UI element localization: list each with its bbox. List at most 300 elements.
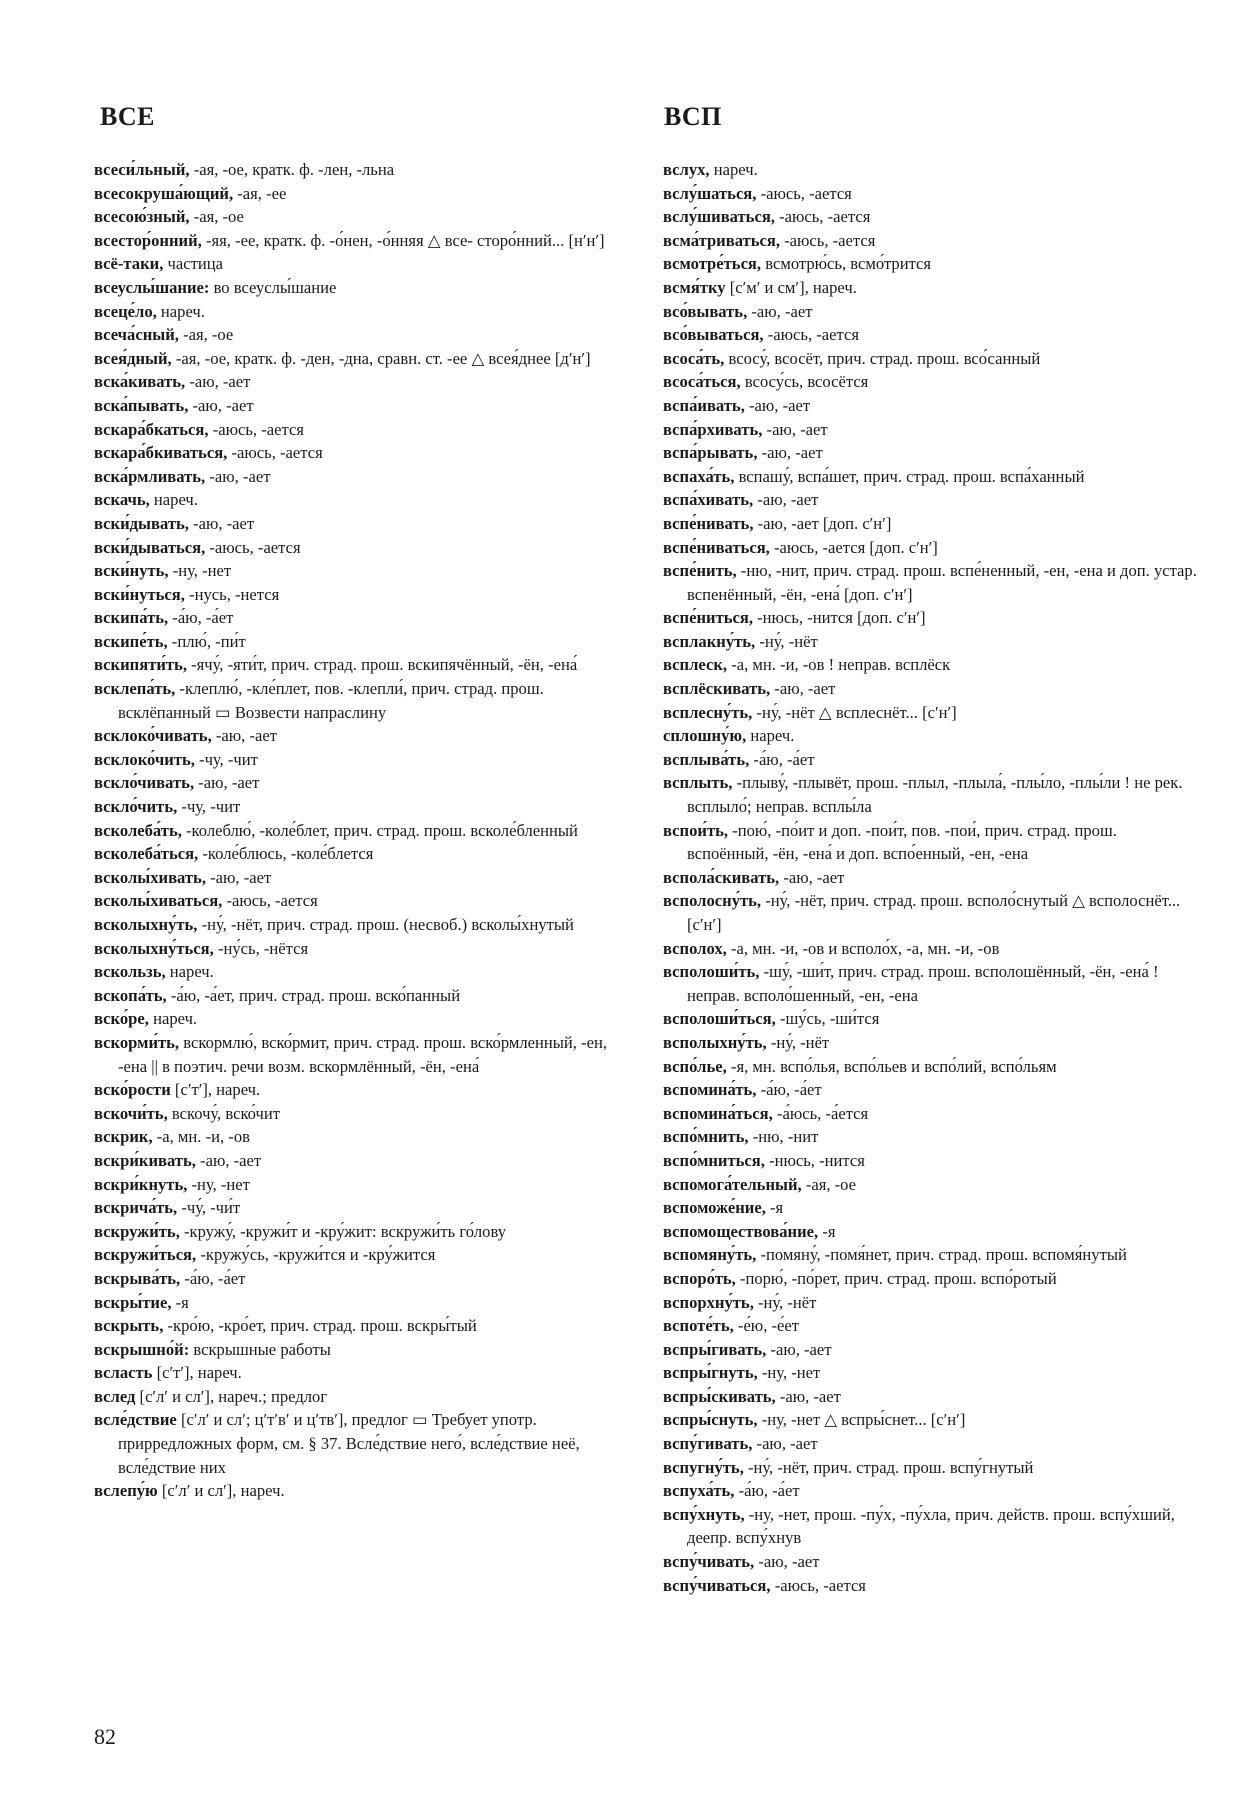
entry-headword: всмотре́ться,	[663, 254, 762, 274]
entry-headword: вспо́мниться,	[663, 1150, 765, 1170]
entry-definition: -аю, -ает	[185, 372, 251, 392]
entry-definition: [сʹлʹ и слʹ; цʹтʹвʹ и цʹтвʹ], предлог ▭ Требует употр. приpредложных форм, см. § 37. Всле́дствие него́, всле́дствие неё, всле́дствие них	[118, 1410, 580, 1477]
entry-headword: вскри́кивать,	[94, 1150, 196, 1170]
entry-definition: -шу́сь, -ши́тся	[775, 1009, 880, 1029]
entry-definition: -ну, -нет	[168, 561, 232, 581]
entry-definition: вскочу́, вско́чит	[167, 1103, 281, 1123]
dictionary-entry	[94, 937, 629, 961]
entry-definition: -е́ю, -е́ет	[733, 1316, 800, 1336]
dictionary-entry	[94, 630, 629, 654]
dictionary-entry	[663, 1173, 1198, 1197]
entry-headword: вскипяти́ть,	[94, 655, 187, 675]
dictionary-entry	[663, 1479, 1198, 1503]
dictionary-entry	[663, 158, 1198, 182]
left-column	[94, 158, 629, 1503]
entry-headword: вскорми́ть,	[94, 1032, 180, 1052]
entry-headword: вспорхну́ть,	[663, 1292, 754, 1312]
entry-headword: вслу́шаться,	[663, 183, 757, 203]
entry-definition: -аю, -ает [доп. сʹнʹ]	[753, 513, 892, 533]
dictionary-entry	[663, 205, 1198, 229]
entry-headword: вслу́шиваться,	[663, 207, 775, 227]
entry-headword: вспа́рхивать,	[663, 419, 763, 439]
entry-definition: -ну́, -нёт, прич. страд. прош. вспу́гнутый	[743, 1457, 1034, 1477]
entry-definition: вскормлю́, вско́рмит, прич. страд. прош. вско́рмленный, -ен, -ена || в поэтич. речи возм. вскормлённый, -ён, -ена́	[118, 1032, 608, 1076]
entry-headword: всеуслы́шание:	[94, 277, 210, 297]
dictionary-entry	[663, 960, 1198, 1007]
entry-definition: -аю, -ает	[205, 867, 272, 887]
entry-definition: -чу, -чит	[194, 749, 258, 769]
dictionary-entry	[663, 394, 1198, 418]
entry-definition: частица	[163, 254, 223, 274]
entry-definition: -аю, -ает	[747, 301, 813, 321]
entry-definition: -аю, -ает	[757, 443, 823, 463]
entry-headword: всколы́хиваться,	[94, 891, 223, 911]
dictionary-entry	[94, 1173, 629, 1197]
dictionary-entry	[663, 677, 1198, 701]
dictionary-entry	[94, 653, 629, 677]
dictionary-entry	[94, 795, 629, 819]
entry-definition: -а́юсь, -а́ется	[772, 1103, 869, 1123]
entry-definition: -ая, -ое, кратк. ф. -ден, -дна, сравн. ст. -ее △ всея́днее [дʹнʹ]	[171, 348, 591, 368]
dictionary-entry	[94, 182, 629, 206]
dictionary-entry	[663, 465, 1198, 489]
dictionary-entry	[663, 536, 1198, 560]
entry-definition: -яя, -ее, кратк. ф. -о́нен, -о́нняя △ все- сторо́нний... [нʹнʹ]	[201, 230, 605, 250]
dictionary-entry	[94, 559, 629, 583]
entry-headword: вспу́чивать,	[663, 1552, 755, 1572]
dictionary-entry	[94, 300, 629, 324]
entry-definition: -я, мн. вспо́лья, вспо́льев и вспо́лий, вспо́льям	[726, 1056, 1057, 1076]
dictionary-entry	[94, 1479, 629, 1503]
entry-definition: -коле́блюсь, -коле́блется	[198, 844, 374, 864]
dictionary-entry	[94, 1243, 629, 1267]
entry-headword: вспе́нить,	[663, 561, 737, 581]
entry-headword: вспоро́ть,	[663, 1268, 736, 1288]
entry-definition: -а́ю, -а́ет	[734, 1481, 800, 1501]
entry-headword: вспу́хнуть,	[663, 1504, 745, 1524]
entry-headword: всма́триваться,	[663, 230, 780, 250]
dictionary-entry	[663, 1196, 1198, 1220]
dictionary-entry	[94, 1338, 629, 1362]
entry-definition: -ая, -ое, кратк. ф. -лен, -льна	[189, 160, 395, 179]
entry-headword: вспоте́ть,	[663, 1316, 734, 1336]
entry-headword: вско́ре,	[94, 1009, 149, 1029]
dictionary-entry	[663, 819, 1198, 866]
dictionary-entry	[663, 1031, 1198, 1055]
dictionary-entry	[663, 748, 1198, 772]
entry-definition: -я	[765, 1198, 784, 1218]
entry-headword: вспомяну́ть,	[663, 1245, 757, 1265]
entry-headword: вскло́чивать,	[94, 773, 195, 793]
entry-definition: [сʹтʹ], нареч.	[170, 1080, 261, 1100]
entry-definition: -кружу́, -кружи́т и -кру́жит: вскружи́ть го́лову	[179, 1221, 507, 1241]
entry-headword: всласть	[94, 1363, 153, 1383]
dictionary-entry	[663, 347, 1198, 371]
dictionary-entry	[663, 1125, 1198, 1149]
entry-definition: -аю, -ает	[194, 773, 260, 793]
entry-definition: -аюсь, -ается	[756, 183, 852, 203]
entry-definition: -кро́ю, -кро́ет, прич. страд. прош. вскры́тый	[163, 1316, 477, 1336]
entry-definition: -ая, -ое	[178, 325, 234, 345]
dictionary-entry	[94, 1385, 629, 1409]
entry-definition: -аю, -ает	[195, 1150, 262, 1170]
entry-headword: всполыхну́ть,	[663, 1032, 767, 1052]
dictionary-entry	[94, 370, 629, 394]
entry-definition: -ну, -нет	[187, 1174, 250, 1194]
entry-headword: вспуха́ть,	[663, 1481, 735, 1501]
entry-definition: -аю, -ает	[188, 513, 255, 533]
dictionary-entry	[663, 252, 1198, 276]
entry-definition: нареч.	[156, 301, 205, 321]
entry-headword: всплёскивать,	[663, 679, 771, 699]
entry-headword: всоса́ть,	[663, 348, 725, 368]
dictionary-entry	[94, 1031, 629, 1078]
entry-definition: [сʹтʹ], нареч.	[152, 1363, 242, 1383]
entry-headword: вскрышно́й:	[94, 1339, 190, 1359]
dictionary-entry	[94, 819, 629, 843]
entry-definition: всмотрю́сь, всмо́трится	[761, 254, 932, 274]
entry-definition: [сʹлʹ и слʹ], нареч.	[157, 1481, 285, 1501]
entry-headword: вскрича́ть,	[94, 1198, 178, 1218]
entry-headword: вспомина́ться,	[663, 1103, 773, 1123]
entry-headword: всклепа́ть,	[94, 679, 176, 699]
entry-headword: вспа́рывать,	[663, 443, 758, 463]
dictionary-entry	[94, 984, 629, 1008]
entry-definition: -аюсь, -ается	[205, 537, 301, 557]
dictionary-entry	[663, 276, 1198, 300]
entry-definition: -а́ю, -а́ет	[168, 608, 234, 628]
entry-headword: всполоши́ть,	[663, 962, 760, 982]
dictionary-entry	[94, 488, 629, 512]
dictionary-entry	[94, 889, 629, 913]
entry-headword: вспа́ивать,	[663, 395, 745, 415]
entry-headword: вспры́снуть,	[663, 1410, 758, 1430]
entry-definition: -аюсь, -ается	[774, 207, 871, 227]
dictionary-entry	[663, 866, 1198, 890]
dictionary-entry	[94, 1291, 629, 1315]
entry-headword: вскользь,	[94, 962, 166, 982]
entry-definition: -ну, -нет △ вспры́снет... [сʹнʹ]	[757, 1410, 966, 1430]
dictionary-entry	[663, 1456, 1198, 1480]
dictionary-entry	[663, 300, 1198, 324]
entry-definition: -я	[171, 1292, 189, 1312]
dictionary-entry	[663, 1314, 1198, 1338]
entry-headword: вскипе́ть,	[94, 631, 168, 651]
entry-definition: -аю, -ает	[775, 1386, 841, 1406]
entry-headword: вскрик,	[94, 1127, 153, 1147]
entry-definition: -ая, -ее	[233, 183, 287, 203]
entry-headword: всколыхну́ться,	[94, 938, 214, 958]
entry-headword: вскара́бкиваться,	[94, 443, 228, 463]
entry-definition: -аю, -ает	[753, 490, 819, 510]
entry-definition: -аю, -ает	[211, 726, 277, 746]
dictionary-entry	[663, 1574, 1198, 1598]
dictionary-entry	[663, 370, 1198, 394]
entry-definition: нареч.	[709, 160, 758, 179]
dictionary-entry	[94, 205, 629, 229]
entry-headword: вскры́тие,	[94, 1292, 172, 1312]
entry-headword: всплесну́ть,	[663, 702, 753, 722]
dictionary-entry	[94, 724, 629, 748]
dictionary-entry	[663, 488, 1198, 512]
entry-headword: вспе́ниваться,	[663, 537, 770, 557]
dictionary-entry	[94, 512, 629, 536]
dictionary-entry	[94, 960, 629, 984]
entry-headword: всклоко́чивать,	[94, 726, 212, 746]
entry-headword: всколеба́ться,	[94, 844, 199, 864]
entry-definition: -плю́, -пи́т	[167, 631, 246, 651]
entry-headword: вслед	[94, 1386, 136, 1406]
entry-definition: [сʹлʹ и слʹ], нареч.; предлог	[135, 1386, 328, 1406]
entry-headword: всполосну́ть,	[663, 891, 762, 911]
entry-definition: -аю, -ает	[762, 419, 828, 439]
dictionary-entry	[663, 889, 1198, 936]
entry-headword: вскара́бкаться,	[94, 419, 209, 439]
dictionary-entry	[663, 1291, 1198, 1315]
entry-headword: вспаха́ть,	[663, 466, 735, 486]
entry-headword: всколеба́ть,	[94, 820, 182, 840]
dictionary-entry	[94, 606, 629, 630]
entry-headword: вски́дывать,	[94, 513, 189, 533]
entry-headword: всесокруша́ющий,	[94, 183, 234, 203]
entry-headword: вскри́кнуть,	[94, 1174, 188, 1194]
entry-definition: -аю, -ает	[188, 395, 254, 415]
dictionary-entry	[94, 771, 629, 795]
entry-definition: -аюсь, -ается	[222, 891, 318, 911]
entry-headword: вска́кивать,	[94, 372, 186, 392]
dictionary-entry	[94, 1267, 629, 1291]
entry-definition: -ну́, -нёт	[755, 631, 818, 651]
entry-definition: -ая, -ое	[189, 207, 244, 227]
dictionary-entry	[663, 559, 1198, 606]
entry-headword: вскопа́ть,	[94, 985, 167, 1005]
entry-definition: -ну, -нет	[757, 1363, 821, 1383]
entry-headword: всеча́сный,	[94, 325, 179, 345]
entry-definition: -пою́, -по́ит и доп. -пои́т, пов. -пои́, прич. страд. прош. вспоённый, -ён, -ена́ и доп. вспо́енный, -ен, -ена	[687, 820, 1117, 864]
entry-headword: вско́рости	[94, 1080, 171, 1100]
entry-definition: -ну́сь, -нётся	[213, 938, 309, 958]
entry-definition: -чу, -чит	[177, 797, 241, 817]
entry-definition: -ну́, -нёт, прич. страд. прош. всполо́снутый △ всполоснёт... [сʹнʹ]	[687, 891, 1181, 934]
dictionary-entry	[663, 418, 1198, 442]
entry-headword: вспе́нивать,	[663, 513, 754, 533]
entry-definition: -нюсь, -нится	[764, 1150, 865, 1170]
dictionary-entry	[94, 441, 629, 465]
entry-headword: вскло́чить,	[94, 797, 178, 817]
entry-headword: вски́нуться,	[94, 584, 185, 604]
dictionary-entry	[663, 1102, 1198, 1126]
dictionary-entry	[94, 1196, 629, 1220]
entry-headword: всле́дствие	[94, 1410, 177, 1430]
entry-definition: -шу́, -ши́т, прич. страд. прош. всполошённый, -ён, -ена́ ! неправ. всполо́шенный, -ен, -ена	[687, 962, 1159, 1005]
entry-definition: -аю, -ает	[205, 466, 271, 486]
dictionary-entry	[94, 1408, 629, 1479]
entry-headword: вспугну́ть,	[663, 1457, 744, 1477]
entry-headword: всо́вываться,	[663, 325, 764, 345]
entry-headword: вскачь,	[94, 490, 150, 510]
entry-definition: всосу́сь, всосётся	[740, 372, 869, 392]
entry-headword: всмя́тку	[663, 277, 726, 297]
entry-headword: всеце́ло,	[94, 301, 157, 321]
entry-headword: вспола́скивать,	[663, 867, 780, 887]
entry-headword: всплеск,	[663, 655, 728, 675]
entry-definition: -нусь, -нется	[184, 584, 280, 604]
entry-headword: вски́нуть,	[94, 561, 169, 581]
dictionary-entry	[663, 1243, 1198, 1267]
dictionary-entry	[94, 913, 629, 937]
right-column	[663, 158, 1198, 1597]
dictionary-entry	[663, 1550, 1198, 1574]
dictionary-entry	[663, 1432, 1198, 1456]
entry-definition: -я	[818, 1221, 836, 1241]
entry-headword: вспры́гнуть,	[663, 1363, 758, 1383]
entry-definition: нареч.	[746, 726, 795, 746]
dictionary-entry	[94, 1314, 629, 1338]
right-column-header: ВСП	[664, 102, 722, 131]
dictionary-entry	[663, 1149, 1198, 1173]
entry-headword: вспу́чиваться,	[663, 1575, 771, 1595]
entry-definition: [сʹмʹ и смʹ], нареч.	[725, 277, 857, 297]
entry-definition: -кружу́сь, -кружи́тся и -кру́жится	[196, 1245, 436, 1265]
dictionary-entry	[94, 1361, 629, 1385]
entry-headword: вспоможе́ние,	[663, 1198, 766, 1218]
dictionary-entry	[663, 653, 1198, 677]
entry-headword: вспомога́тельный,	[663, 1174, 802, 1194]
dictionary-entry	[94, 842, 629, 866]
entry-headword: всплыва́ть,	[663, 749, 750, 769]
entry-headword: всклоко́чить,	[94, 749, 195, 769]
entry-definition: -аюсь, -ается [доп. сʹнʹ]	[769, 537, 938, 557]
entry-headword: вскружи́ться,	[94, 1245, 197, 1265]
entry-definition: -ню, -нит, прич. страд. прош. вспе́ненный, -ен, -ена и доп. устар. вспенённый, -ён, -ена́ [доп. сʹнʹ]	[687, 561, 1197, 604]
entry-headword: вслух,	[663, 160, 710, 179]
entry-definition: вскрышные работы	[189, 1339, 331, 1359]
dictionary-entry	[94, 252, 629, 276]
entry-definition: -аюсь, -ается	[770, 1575, 866, 1595]
dictionary-entry	[94, 1125, 629, 1149]
entry-headword: всё-таки,	[94, 254, 164, 274]
entry-definition: -а́ю, -а́ет	[756, 1080, 822, 1100]
dictionary-entry	[94, 748, 629, 772]
entry-definition: вспашу́, вспа́шет, прич. страд. прош. вспа́ханный	[734, 466, 1085, 486]
entry-definition: -аю, -ает	[770, 679, 836, 699]
entry-definition: -а, мн. -и, -ов ! неправ. всплёск	[727, 655, 951, 675]
entry-definition: -а́ю, -а́ет, прич. страд. прош. вско́панный	[166, 985, 461, 1005]
entry-definition: нареч.	[148, 1009, 198, 1029]
entry-headword: вспу́гивать,	[663, 1434, 753, 1454]
entry-definition: -ячу́, -яти́т, прич. страд. прош. вскипячённый, -ён, -ена́	[186, 655, 578, 675]
dictionary-entry	[663, 1338, 1198, 1362]
dictionary-entry	[663, 1503, 1198, 1550]
dictionary-entry	[663, 1361, 1198, 1385]
dictionary-entry	[94, 394, 629, 418]
entry-headword: всполох,	[663, 938, 727, 958]
dictionary-entry	[663, 606, 1198, 630]
dictionary-entry	[663, 182, 1198, 206]
entry-definition: -нюсь, -нится [доп. сʹнʹ]	[753, 608, 926, 628]
entry-headword: вспры́скивать,	[663, 1386, 776, 1406]
entry-definition: -а, мн. -и, -ов и всполо́х, -а, мн. -и, -ов	[726, 938, 1000, 958]
entry-definition: -ну́, -нёт	[766, 1032, 830, 1052]
entry-headword: вскипа́ть,	[94, 608, 169, 628]
dictionary-entry	[663, 1078, 1198, 1102]
dictionary-entry	[663, 630, 1198, 654]
entry-definition: -аю, -ает	[754, 1552, 820, 1572]
entry-headword: всесою́зный,	[94, 207, 190, 227]
dictionary-entry	[94, 229, 629, 253]
entry-definition: во всеуслы́шание	[209, 277, 337, 297]
entry-headword: сплошну́ю,	[663, 726, 747, 746]
entry-headword: вскочи́ть,	[94, 1103, 168, 1123]
entry-headword: всестор́онний,	[94, 230, 202, 250]
entry-headword: всоса́ться,	[663, 372, 741, 392]
entry-definition: -аю, -ает	[779, 867, 845, 887]
entry-headword: вспо́лье,	[663, 1056, 727, 1076]
entry-headword: вски́дываться,	[94, 537, 206, 557]
entry-headword: всплыть,	[663, 773, 733, 793]
dictionary-entry	[94, 158, 629, 182]
dictionary-entry	[94, 418, 629, 442]
dictionary-entry	[663, 1055, 1198, 1079]
dictionary-entry	[94, 1007, 629, 1031]
dictionary-entry	[94, 1220, 629, 1244]
left-column-header: ВСЕ	[100, 102, 155, 131]
dictionary-entry	[94, 1102, 629, 1126]
entry-definition: -ну́, -нёт	[753, 1292, 817, 1312]
dictionary-entry	[94, 536, 629, 560]
entry-headword: всколы́хивать,	[94, 867, 206, 887]
entry-definition: -аю, -ает	[766, 1339, 832, 1359]
entry-definition: -аюсь, -ается	[227, 443, 323, 463]
entry-headword: вспои́ть,	[663, 820, 729, 840]
entry-definition: -плыву́, -плывёт, прош. -плыл, -плыла́, -плы́ло, -плы́ли ! не рек. всплыло́; неправ. всплы́ла	[687, 773, 1183, 817]
entry-headword: вспо́мнить,	[663, 1127, 749, 1147]
dictionary-entry	[663, 1385, 1198, 1409]
entry-headword: вслепу́ю	[94, 1481, 158, 1501]
entry-headword: вспа́хивать,	[663, 490, 754, 510]
entry-headword: вска́рмливать,	[94, 466, 206, 486]
dictionary-entry	[663, 441, 1198, 465]
entry-headword: вска́пывать,	[94, 395, 189, 415]
entry-definition: -ну́, -нёт △ всплеснёт... [сʹнʹ]	[752, 702, 957, 722]
entry-definition: -аюсь, -ается	[208, 419, 304, 439]
entry-headword: всея́дный,	[94, 348, 172, 368]
entry-headword: вспры́гивать,	[663, 1339, 767, 1359]
dictionary-entry	[94, 866, 629, 890]
entry-definition: -ая, -ое	[801, 1174, 857, 1194]
dictionary-entry	[663, 701, 1198, 725]
entry-headword: вспе́ниться,	[663, 608, 753, 628]
entry-headword: всеси́льный,	[94, 160, 190, 179]
entry-definition: -аюсь, -ается	[763, 325, 859, 345]
entry-definition: -ню, -нит	[748, 1127, 819, 1147]
entry-headword: вспомина́ть,	[663, 1080, 757, 1100]
entry-definition: -колеблю́, -коле́блет, прич. страд. прош. всколе́бленный	[181, 820, 578, 840]
dictionary-entry	[663, 1267, 1198, 1291]
dictionary-entry	[663, 229, 1198, 253]
entry-headword: вскрыть,	[94, 1316, 164, 1336]
entry-headword: всполоши́ться,	[663, 1009, 776, 1029]
entry-definition: -порю́, -по́рет, прич. страд. прош. вспо́ротый	[735, 1268, 1057, 1288]
entry-definition: -а, мн. -и, -ов	[152, 1127, 250, 1147]
entry-definition: -аю, -ает	[752, 1434, 818, 1454]
dictionary-entry	[663, 1220, 1198, 1244]
entry-headword: всплакну́ть,	[663, 631, 756, 651]
dictionary-entry	[94, 1149, 629, 1173]
dictionary-entry	[663, 512, 1198, 536]
dictionary-entry	[94, 677, 629, 724]
dictionary-entry	[663, 937, 1198, 961]
